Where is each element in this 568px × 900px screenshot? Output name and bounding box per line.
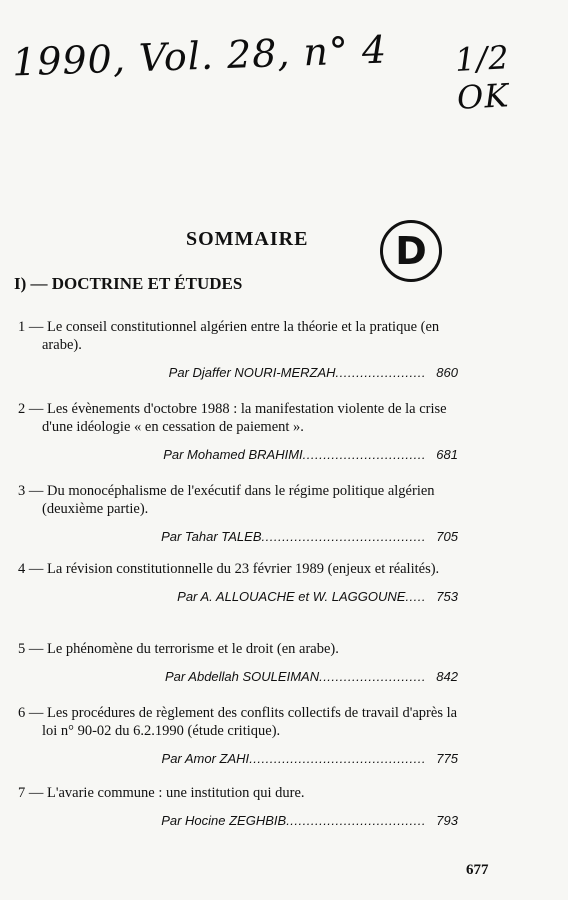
toc-entry-5 bbox=[18, 640, 458, 686]
toc-entry-page: 775 bbox=[436, 751, 458, 766]
toc-entry-author: Par Djaffer NOURI-MERZAH bbox=[168, 365, 336, 380]
toc-entry-page: 842 bbox=[436, 669, 458, 684]
toc-entry-author: Par Hocine ZEGHBIB bbox=[161, 813, 287, 828]
toc-entry-author-line bbox=[18, 364, 458, 382]
toc-entry-page: 753 bbox=[436, 589, 458, 604]
toc-entry-author: Par Mohamed BRAHIMI bbox=[163, 447, 303, 462]
toc-entry-text: 3 — Du monocéphalisme de l'exécutif dans le régime politique algérien (deuxième partie). bbox=[18, 483, 435, 517]
toc-entry-text: 2 — Les évènements d'octobre 1988 : la manifestation violente de la crise d'une idéologie « en cessation de paiement ». bbox=[18, 401, 447, 435]
toc-entry-text: 4 — La révision constitutionnelle du 23 février 1989 (enjeux et réalités). bbox=[18, 561, 440, 577]
handwritten-reference: 1990, Vol. 28, n° 4 bbox=[11, 27, 388, 85]
toc-entry-leader: ........................................ bbox=[261, 529, 426, 544]
toc-entry-text: 1 — Le conseil constitutionnel algérien entre la théorie et la pratique (en arabe). bbox=[18, 319, 440, 353]
toc-entry-text: 6 — Les procédures de règlement des conflits collectifs de travail d'après la loi n° 90-02 du 6.2.1990 (étude critique). bbox=[18, 705, 458, 739]
toc-entry-author-line bbox=[18, 750, 458, 768]
stamp-badge bbox=[380, 220, 442, 282]
toc-entry-page: 705 bbox=[436, 529, 458, 544]
toc-entry-text: 7 — L'avarie commune : une institution qui dure. bbox=[18, 785, 305, 801]
toc-entry-page: 793 bbox=[436, 813, 458, 828]
toc-entry-leader: ..... bbox=[405, 589, 426, 604]
toc-entry-7 bbox=[18, 784, 458, 830]
toc-entry-3 bbox=[18, 482, 458, 546]
toc-entry-leader: .......................... bbox=[319, 669, 426, 684]
toc-entry-leader: .............................. bbox=[302, 447, 426, 462]
stamp-letter: D bbox=[395, 229, 427, 273]
toc-entry-1 bbox=[18, 318, 458, 382]
toc-entry-author-line bbox=[18, 668, 458, 686]
toc-entry-page: 860 bbox=[436, 365, 458, 380]
section-title: I) — DOCTRINE ET ÉTUDES bbox=[14, 274, 243, 293]
toc-entry-leader: .................................. bbox=[286, 813, 426, 828]
toc-entry-page: 681 bbox=[436, 447, 458, 462]
page-number: 677 bbox=[466, 862, 489, 878]
toc-entry-author-line bbox=[18, 588, 458, 606]
page-title: SOMMAIRE bbox=[186, 228, 309, 250]
toc-entry-author: Par Amor ZAHI bbox=[161, 751, 250, 766]
toc-entry-4 bbox=[18, 560, 458, 606]
toc-entry-author: Par Abdellah SOULEIMAN bbox=[164, 669, 320, 684]
toc-entry-2 bbox=[18, 400, 458, 464]
toc-entry-leader: ........................................... bbox=[249, 751, 426, 766]
toc-entry-author-line bbox=[18, 446, 458, 464]
toc-entry-author: Par Tahar TALEB bbox=[161, 529, 262, 544]
handwritten-note: 1/2 OK bbox=[454, 38, 511, 117]
toc-entry-author-line bbox=[18, 812, 458, 830]
toc-entry-6 bbox=[18, 704, 458, 768]
toc-entry-author: Par A. ALLOUACHE et W. LAGGOUNE bbox=[177, 589, 406, 604]
toc-entry-leader: ...................... bbox=[335, 365, 426, 380]
toc-entry-text: 5 — Le phénomène du terrorisme et le droit (en arabe). bbox=[18, 641, 339, 657]
toc-entry-author-line bbox=[18, 528, 458, 546]
